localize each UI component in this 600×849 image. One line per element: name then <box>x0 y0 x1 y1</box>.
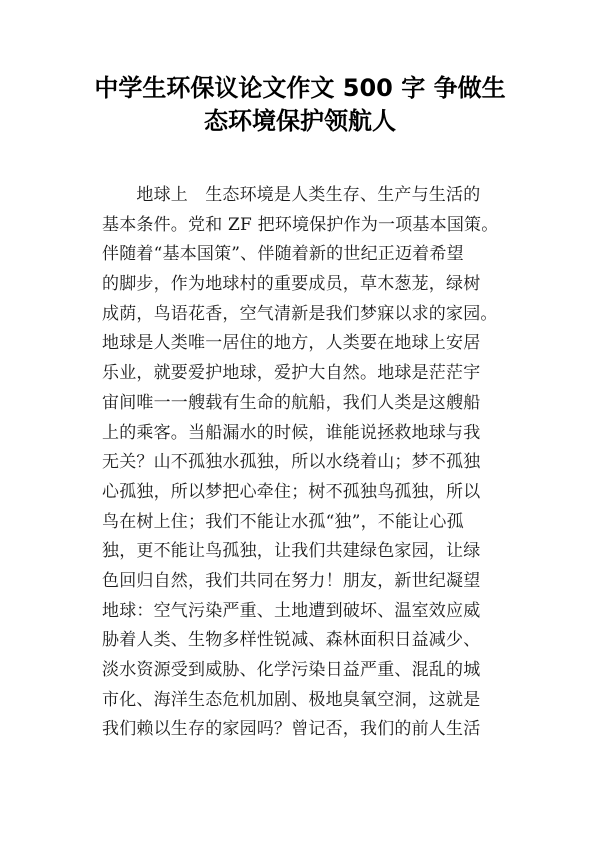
body-line: 胁着人类、生物多样性锐减、森林面积日益减少、 <box>102 630 481 651</box>
body-line: 独，更不能让鸟孤独，让我们共建绿色家园，让绿 <box>102 541 481 562</box>
body-line: 色回归自然，我们共同在努力！朋友，新世纪凝望 <box>102 570 481 591</box>
body-line: 淡水资源受到威胁、化学污染日益严重、混乱的城 <box>102 660 481 680</box>
title-line: 中学生环保议论文作文 500 字 争做生 <box>94 74 506 102</box>
body-line: 地球上 生态环境是人类生存、生产与生活的 <box>102 185 481 205</box>
body-line: 市化、海洋生态危机加剧、极地臭氧空洞，这就是 <box>102 689 481 710</box>
body-line: 上的乘客。当船漏水的时候，谁能说拯救地球与我 <box>102 422 481 443</box>
body-line: 地球：空气污染严重、土地遭到破坏、温室效应威 <box>102 600 481 621</box>
body-line: 宙间唯一一艘载有生命的航船，我们人类是这艘船 <box>102 392 481 413</box>
body-line: 伴随着“基本国策”、伴随着新的世纪正迈着希望 <box>102 244 464 265</box>
body-line: 成荫，鸟语花香，空气清新是我们梦寐以求的家园。 <box>102 303 498 324</box>
body-line: 我们赖以生存的家园吗？曾记否，我们的前人生活 <box>102 719 481 740</box>
body-line: 心孤独，所以梦把心牵住；树不孤独鸟孤独，所以 <box>102 481 481 502</box>
body-line: 的脚步，作为地球村的重要成员，草木葱茏，绿树 <box>102 274 481 295</box>
title-line: 态环境保护领航人 <box>204 107 396 135</box>
body-line: 无关？山不孤独水孤独，所以水绕着山；梦不孤独 <box>102 452 481 473</box>
document-title <box>60 72 540 138</box>
document-body <box>102 181 522 745</box>
body-line: 基本条件。党和 ZF 把环境保护作为一项基本国策。 <box>102 214 499 235</box>
body-line: 鸟在树上住；我们不能让水孤“独”，不能让心孤 <box>102 511 464 532</box>
body-line: 地球是人类唯一居住的地方，人类要在地球上安居 <box>102 333 481 354</box>
body-line: 乐业，就要爱护地球，爱护大自然。地球是茫茫宇 <box>102 363 481 384</box>
